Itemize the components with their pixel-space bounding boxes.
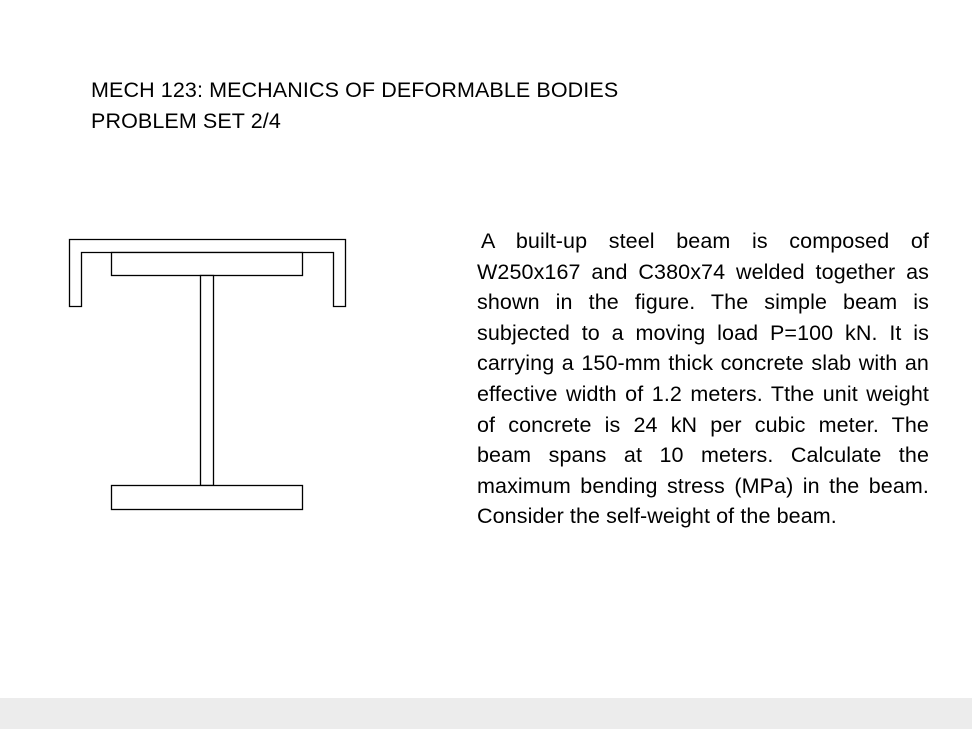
problem-set-label: PROBLEM SET 2/4 — [91, 109, 281, 133]
wide-flange-bottom-flange — [112, 486, 303, 510]
wide-flange-web — [201, 276, 214, 486]
footer-bar — [0, 698, 972, 729]
wide-flange-top-flange — [112, 253, 303, 276]
problem-statement: A built-up steel beam is composed of W250x167 and C380x74 welded together as shown in the figure. The simple beam is subjected to a moving load P=100 kN. It is carrying a 150-mm thick concrete slab with an effective width of 1.2 meters. Tthe unit weight of concrete is 24 kN per cubic meter. The beam spans at 10 meters. Calculate the maximum bending stress (MPa) in the beam. Consider the self-weight of the beam. — [477, 229, 929, 529]
beam-cross-section-diagram — [0, 0, 360, 520]
course-title: MECH 123: MECHANICS OF DEFORMABLE BODIES — [91, 78, 619, 102]
